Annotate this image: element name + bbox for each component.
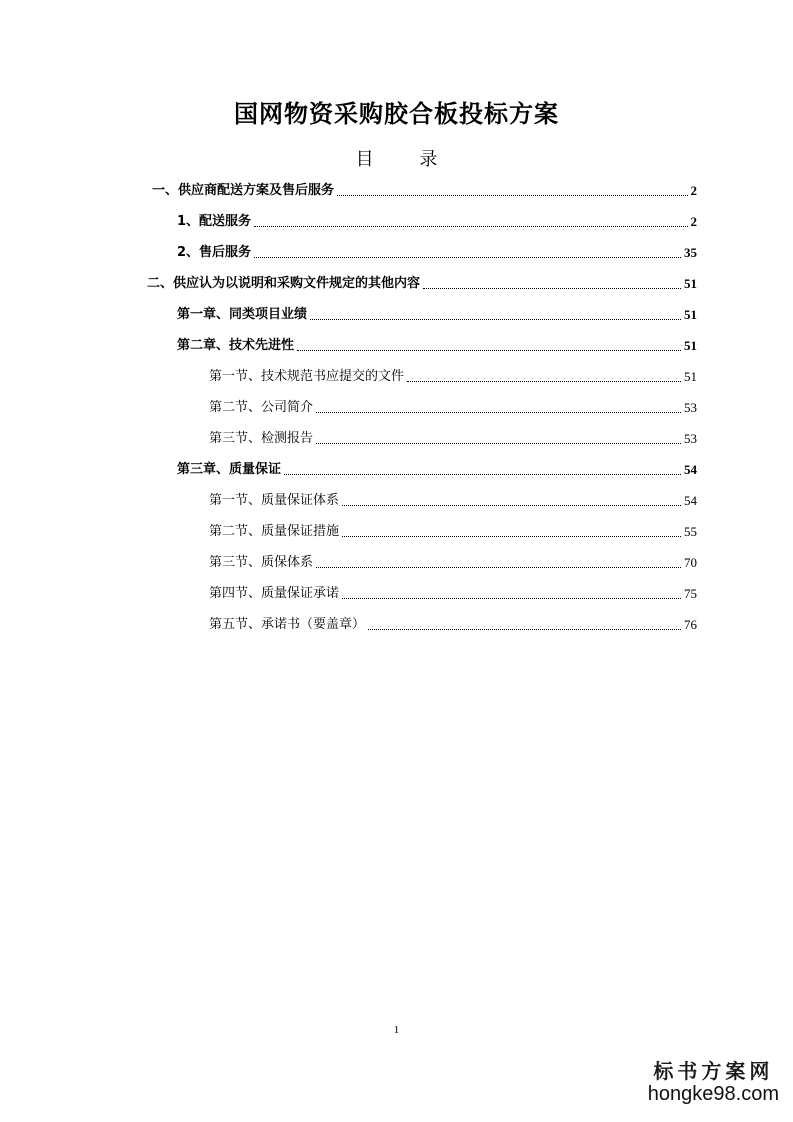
toc-entry-page: 76: [684, 617, 697, 632]
toc-entry-page: 51: [684, 338, 697, 353]
toc-entry-label: 第五节、承诺书（要盖章）: [209, 617, 366, 632]
toc-entry[interactable]: [177, 207, 697, 231]
page-number: 1: [393, 1024, 400, 1036]
toc-entry[interactable]: [177, 238, 697, 262]
toc-entry-label: 第三章、质量保证: [177, 462, 282, 477]
toc-entry-page: 53: [684, 400, 697, 415]
toc-entry-page: 75: [684, 586, 697, 601]
toc-entry-page: 54: [684, 462, 697, 477]
toc-leader: [368, 628, 681, 630]
toc-leader: [297, 349, 681, 351]
toc-entry[interactable]: [209, 517, 697, 541]
toc-entry-page: 2: [690, 214, 697, 229]
toc-entry[interactable]: [177, 331, 697, 355]
toc-entry-label: 第二节、质量保证措施: [209, 524, 340, 539]
toc-entry[interactable]: [177, 455, 697, 479]
toc-entry-page: 51: [684, 307, 697, 322]
toc-leader: [423, 287, 681, 289]
toc-entry-label: 一、供应商配送方案及售后服务: [152, 183, 335, 198]
watermark-url: hongke98.com: [647, 1083, 779, 1105]
toc-entry[interactable]: [209, 393, 697, 417]
toc-leader: [342, 504, 681, 506]
toc-entry[interactable]: [147, 269, 697, 293]
watermark-name: 标书方案网: [653, 1059, 774, 1083]
toc-entry[interactable]: [209, 486, 697, 510]
toc-entry-page: 51: [684, 276, 697, 291]
toc-entry-page: 51: [684, 369, 697, 384]
toc-entry-label: 第二章、技术先进性: [177, 338, 295, 353]
toc-entry[interactable]: [209, 610, 697, 634]
toc-entry-label: 第三节、质保体系: [209, 555, 314, 570]
toc-entry[interactable]: [209, 362, 697, 386]
toc-entry-label: 第三节、检测报告: [209, 431, 314, 446]
toc-entry-label: 第一节、技术规范书应提交的文件: [209, 369, 405, 384]
toc-entry-label: 第四节、质量保证承诺: [209, 586, 340, 601]
toc-leader: [337, 194, 687, 196]
toc-entry-label: 1、配送服务: [177, 214, 252, 229]
toc-entry-label: 2、售后服务: [177, 245, 252, 260]
toc-entry[interactable]: [209, 548, 697, 572]
toc-leader: [342, 535, 681, 537]
toc-entry-label: 第一节、质量保证体系: [209, 493, 340, 508]
toc-heading: 目 录: [355, 149, 458, 170]
toc-leader: [310, 318, 681, 320]
toc-entry-page: 53: [684, 431, 697, 446]
toc-leader: [407, 380, 681, 382]
toc-entry[interactable]: [209, 579, 697, 603]
toc-entry[interactable]: [152, 176, 697, 200]
toc-entry-page: 70: [684, 555, 697, 570]
toc-entry[interactable]: [209, 424, 697, 448]
toc-entry-label: 第二节、公司简介: [209, 400, 314, 415]
toc-entry-page: 54: [684, 493, 697, 508]
toc-leader: [316, 442, 681, 444]
toc-leader: [254, 225, 687, 227]
toc-entry-page: 35: [684, 245, 697, 260]
watermark-logo: [648, 1060, 779, 1106]
toc-entry-label: 二、供应认为以说明和采购文件规定的其他内容: [147, 276, 421, 291]
toc-leader: [342, 597, 681, 599]
toc-entry-page: 55: [684, 524, 697, 539]
toc-leader: [316, 566, 681, 568]
toc-entry[interactable]: [177, 300, 697, 324]
toc-leader: [254, 256, 681, 258]
toc-leader: [284, 473, 681, 475]
document-title: 国网物资采购胶合板投标方案: [234, 100, 559, 128]
toc-leader: [316, 411, 681, 413]
toc-entry-label: 第一章、同类项目业绩: [177, 307, 308, 322]
toc-entry-page: 2: [690, 183, 697, 198]
